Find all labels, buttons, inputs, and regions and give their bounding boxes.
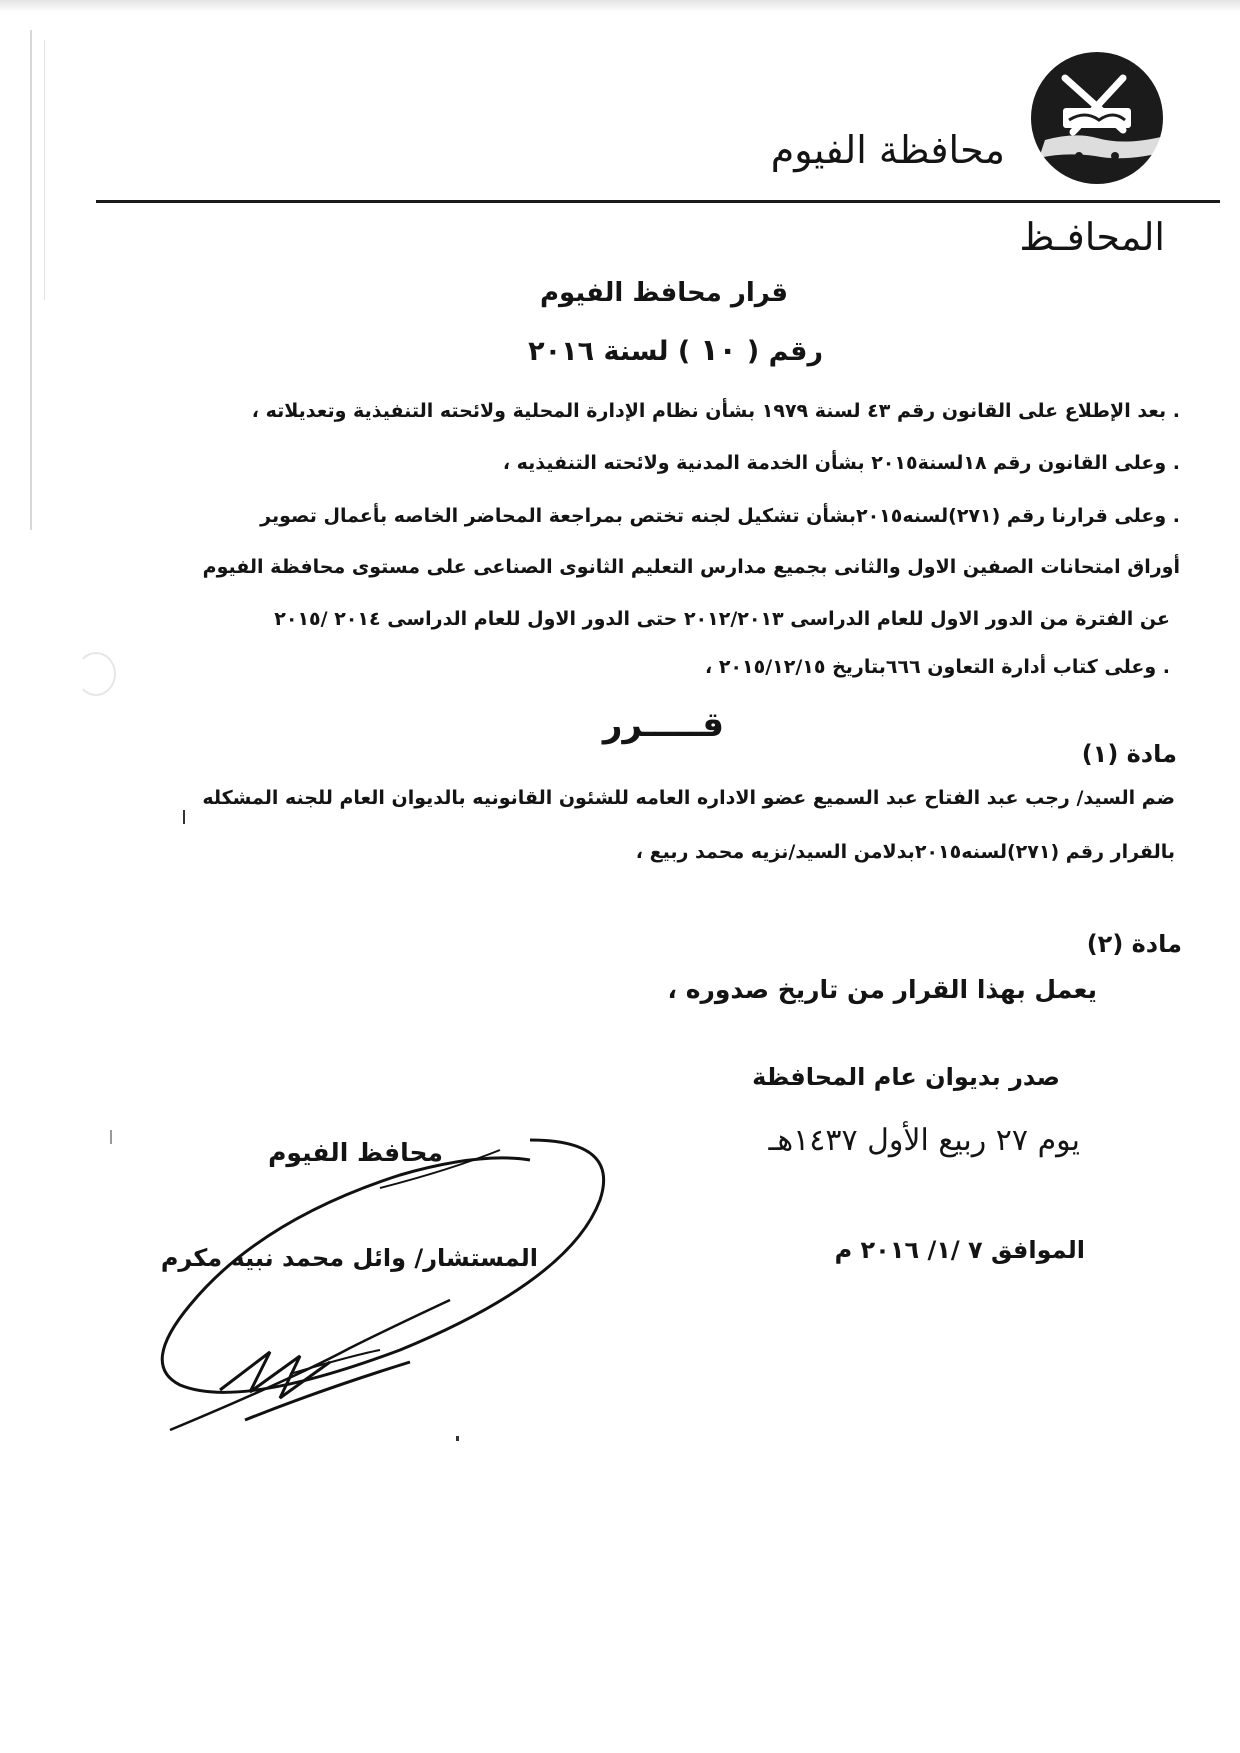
decided-heading: قـــــرر: [602, 705, 724, 745]
decision-number-suffix: ) لسنة ٢٠١٦: [528, 336, 691, 367]
article-2-heading: مادة (٢): [1086, 930, 1182, 958]
scan-speck: [183, 810, 185, 824]
handwritten-signature: [150, 1130, 620, 1530]
signatory-name: المستشار/ وائل محمد نبيه مكرم: [160, 1244, 538, 1272]
preamble-line-6: . وعلى كتاب أدارة التعاون ٦٦٦بتاريخ ٢٠١٥/١٢/١٥ ،: [704, 656, 1170, 678]
decision-number-value: ١٠: [700, 333, 737, 368]
signatory-title: محافظ الفيوم: [268, 1138, 443, 1167]
article-2-text: يعمل بهذا القرار من تاريخ صدوره ،: [667, 975, 1097, 1004]
preamble-line-3: . وعلى قرارنا رقم (٢٧١)لسنه٢٠١٥بشأن تشكيل لجنه تختص بمراجعة المحاضر الخاصه بأعمال تصوير: [260, 505, 1180, 527]
preamble-line-4: أوراق امتحانات الصفين الاول والثانى بجميع مدارس التعليم الثانوى الصناعى على مستوى محافظة الفيوم: [202, 556, 1180, 578]
gregorian-date: الموافق ٧ /١/ ٢٠١٦ م: [834, 1236, 1085, 1264]
governorate-seal-logo: [1025, 48, 1175, 188]
header-title: محافظة الفيوم: [770, 128, 1005, 172]
preamble-line-5: عن الفترة من الدور الاول للعام الدراسى ٢٠١٢/٢٠١٣ حتى الدور الاول للعام الدراسى ٢٠١٤ /٢٠١٥: [274, 608, 1170, 630]
decision-number-prefix: رقم (: [746, 336, 823, 367]
scan-edge-left: [30, 30, 32, 530]
hijri-date-handwritten: يوم ٢٧ ربيع الأول ١٤٣٧هـ: [768, 1123, 1080, 1158]
preamble-line-2: . وعلى القانون رقم ١٨لسنة٢٠١٥ بشأن الخدمة المدنية ولائحته التنفيذيه ،: [502, 452, 1180, 474]
punch-hole-mark: [76, 652, 116, 696]
header-divider: [96, 200, 1220, 203]
scan-speck: [456, 1436, 459, 1441]
preamble-line-1: . بعد الإطلاع على القانون رقم ٤٣ لسنة ١٩٧٩ بشأن نظام الإدارة المحلية ولائحته التنفيذية وتعديلاته ،: [251, 400, 1180, 422]
article-1-heading: مادة (١): [1081, 740, 1177, 768]
decision-number: [528, 333, 823, 368]
scan-speck: [110, 1130, 112, 1144]
scan-edge-top: [0, 0, 1240, 12]
scan-edge-left-faint: [44, 40, 45, 300]
decision-title: قرار محافظ الفيوم: [539, 278, 788, 308]
article-1-text-line-2: بالقرار رقم (٢٧١)لسنه٢٠١٥بدلامن السيد/نزيه محمد ربيع ،: [635, 841, 1175, 863]
article-1-text-line-1: ضم السيد/ رجب عبد الفتاح عبد السميع عضو الاداره العامه للشئون القانونيه بالديوان العام للجنه المشكله: [202, 787, 1175, 809]
issued-at-label: صدر بديوان عام المحافظة: [752, 1063, 1060, 1091]
office-label: المحافـظ: [1019, 215, 1165, 259]
